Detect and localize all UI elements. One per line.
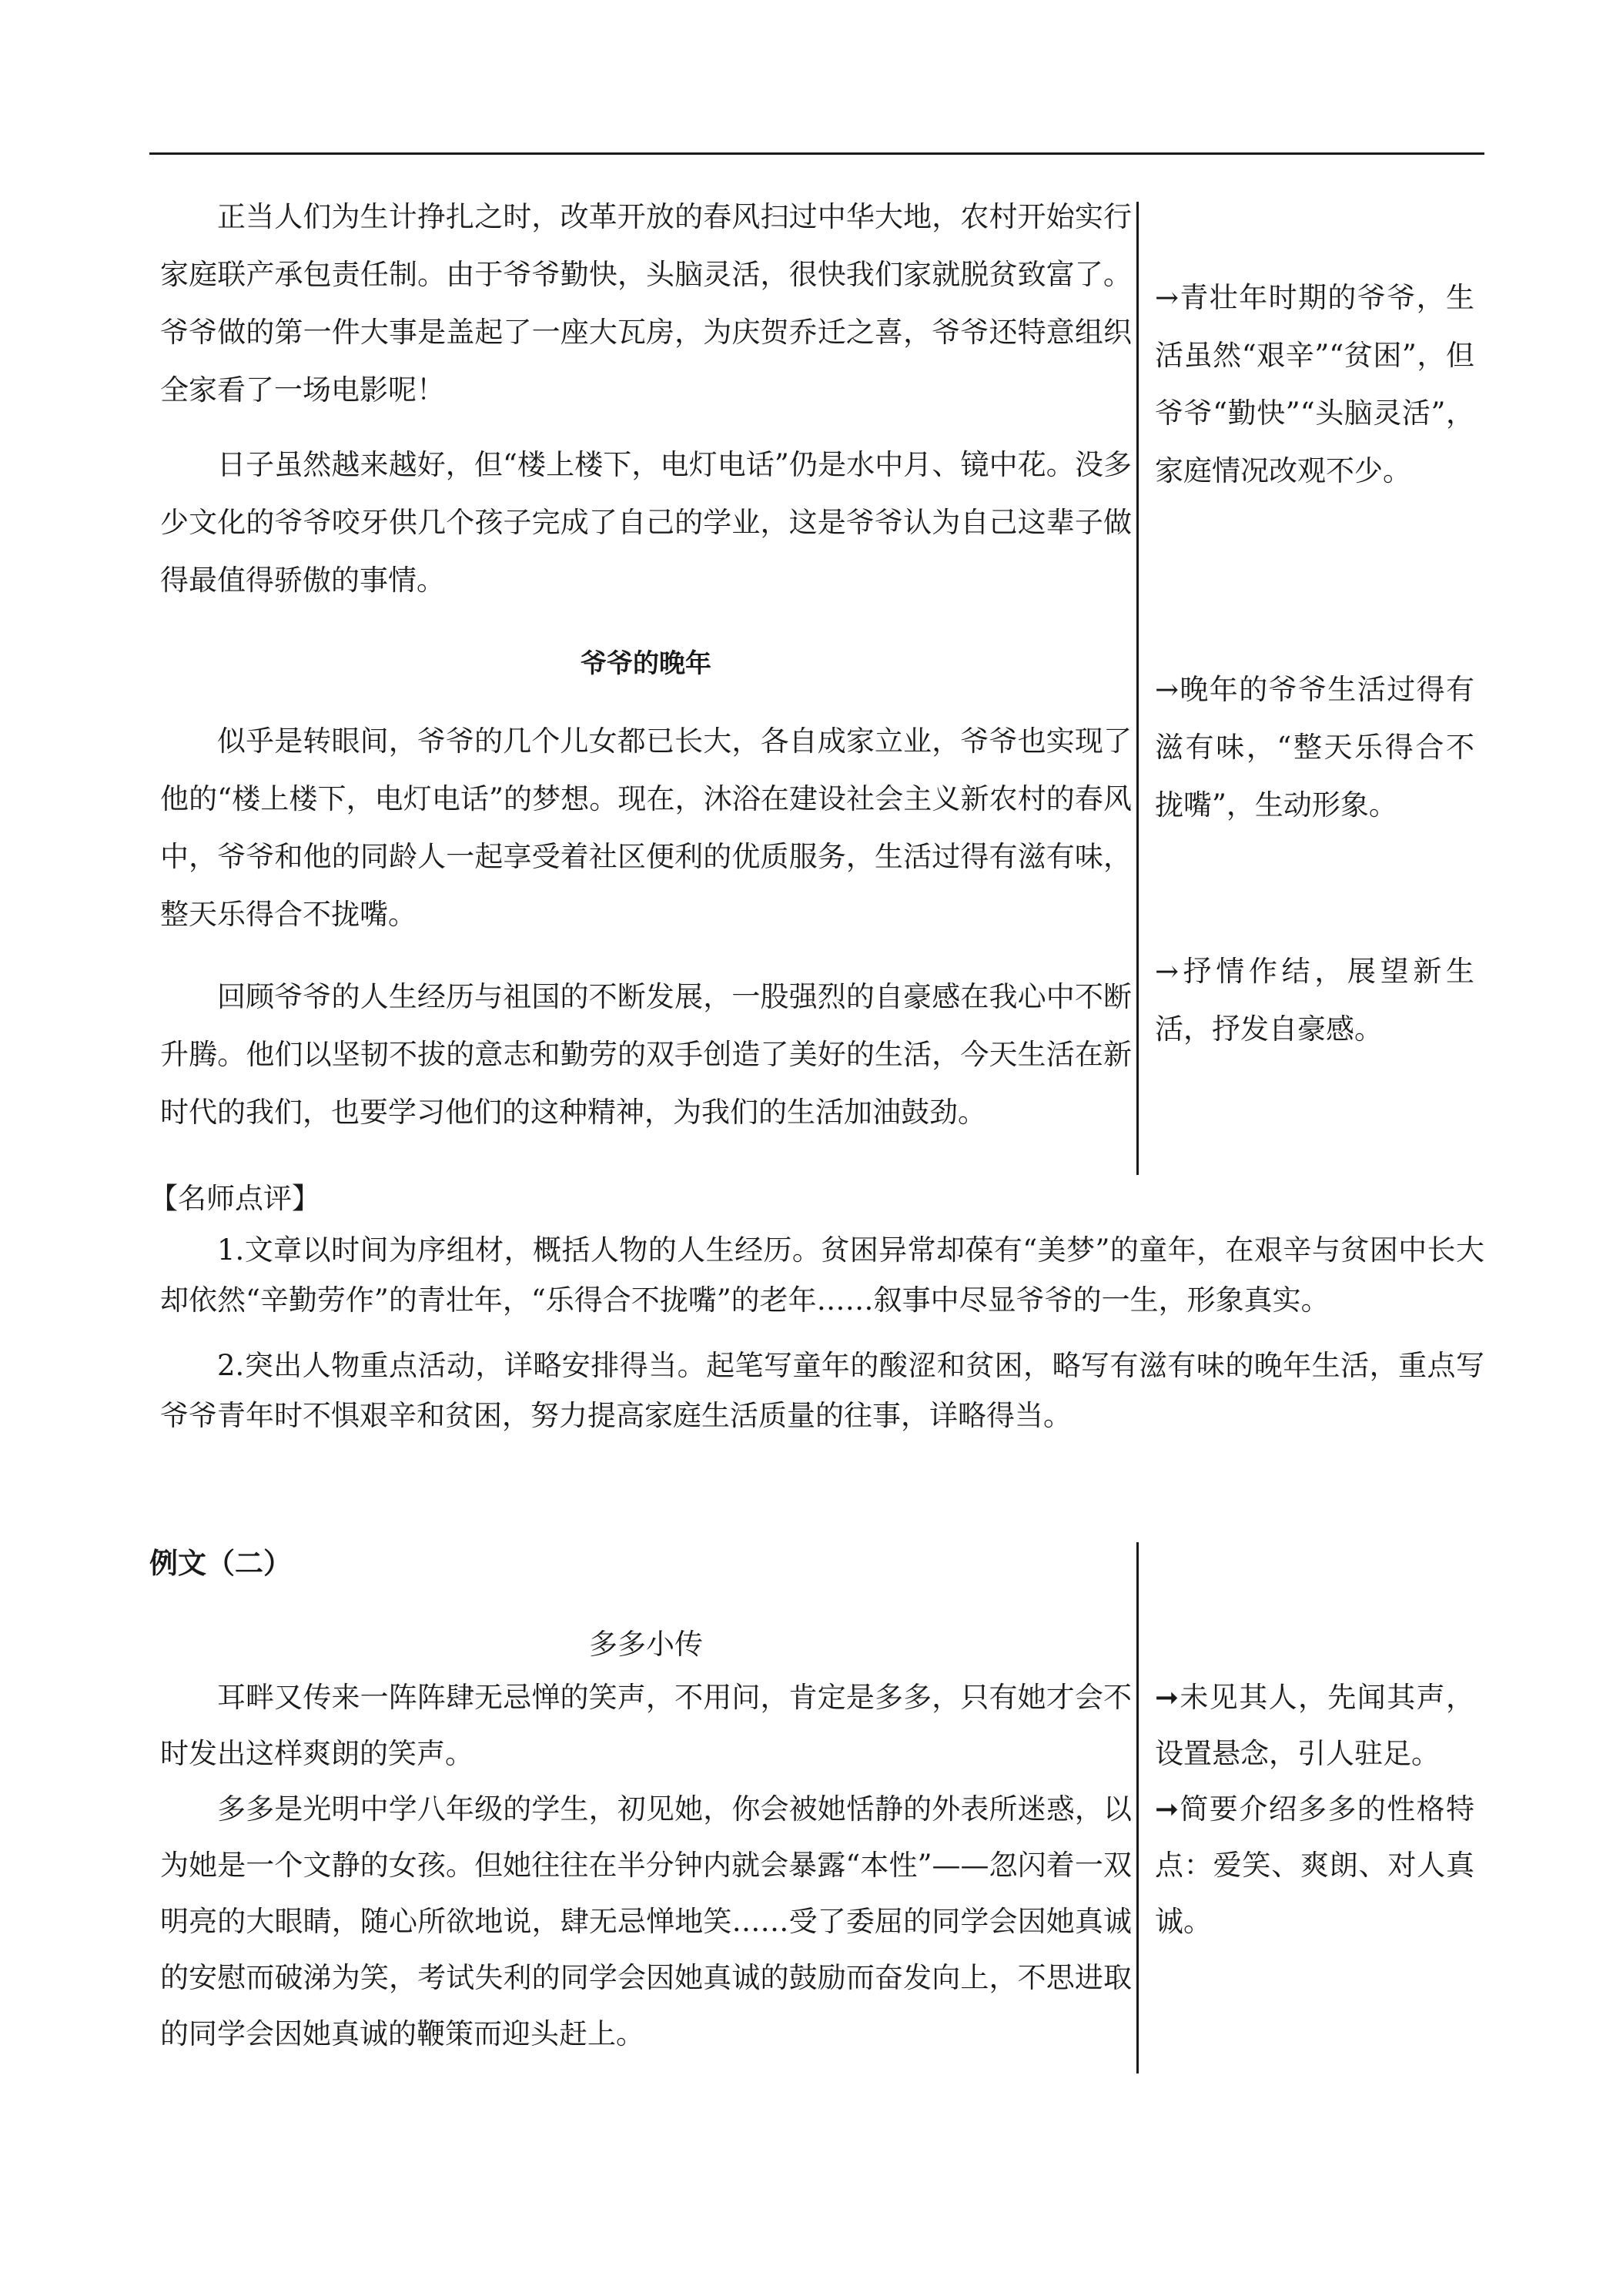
section-heading: 爷爷的晚年 bbox=[581, 648, 711, 679]
column-divider-upper bbox=[1136, 202, 1139, 1175]
article-two-note2-block bbox=[1155, 1781, 1474, 1950]
top-rule bbox=[149, 152, 1484, 155]
article-one-para1: 正当人们为生计挣扎之时，改革开放的春风扫过中华大地，农村开始实行家庭联产承包责任制。由于爷爷勤快，头脑灵活，很快我们家就脱贫致富了。爷爷做的第一件大事是盖起了一座大瓦房，为庆贺乔迁之喜，爷爷还特意组织全家看了一场电影呢！ bbox=[160, 200, 1132, 407]
article-one-note1: →青壮年时期的爷爷，生活虽然“艰辛”“贫困”，但爷爷“勤快”“头脑灵活”，家庭情况改观不少。 bbox=[1155, 281, 1474, 487]
article-one-para2-block bbox=[160, 436, 1132, 609]
article-two-para1-block bbox=[160, 1669, 1132, 1782]
article-one-note1-block bbox=[1155, 269, 1474, 500]
article-one-para2: 日子虽然越来越好，但“楼上楼下，电灯电话”仍是水中月、镜中花。没多少文化的爷爷咬牙供几个孩子完成了自己的学业，这是爷爷认为自己这辈子做得最值得骄傲的事情。 bbox=[160, 448, 1132, 597]
article-one-note2-block bbox=[1155, 661, 1474, 834]
teacher-comment-item2: 2.突出人物重点活动，详略安排得当。起笔写童年的酸涩和贫困，略写有滋有味的晚年生活，重点写爷爷青年时不惧艰辛和贫困，努力提高家庭生活质量的往事，详略得当。 bbox=[160, 1349, 1484, 1432]
article-two-note1: ➞未见其人，先闻其声，设置悬念，引人驻足。 bbox=[1155, 1681, 1474, 1770]
article-two-label-block bbox=[149, 1540, 611, 1586]
teacher-comment-item2-block bbox=[160, 1340, 1484, 1441]
section-heading-block bbox=[160, 641, 1132, 687]
teacher-comment-item1: 1.文章以时间为序组材，概括人物的人生经历。贫困异常却葆有“美梦”的童年，在艰辛与贫困中长大却依然“辛勤劳作”的青壮年，“乐得合不拢嘴”的老年……叙事中尽显爷爷的一生，形象真实。 bbox=[160, 1233, 1484, 1317]
article-two-para2-block bbox=[160, 1781, 1132, 2062]
teacher-comment-label-block bbox=[149, 1176, 1474, 1222]
article-one-para4-block bbox=[160, 968, 1132, 1141]
article-two-title-block bbox=[160, 1622, 1132, 1668]
article-two-note1-block bbox=[1155, 1669, 1474, 1782]
article-one-para4: 回顾爷爷的人生经历与祖国的不断发展，一股强烈的自豪感在我心中不断升腾。他们以坚韧不拔的意志和勤劳的双手创造了美好的生活，今天生活在新时代的我们，也要学习他们的这种精神，为我们的生活加油鼓劲。 bbox=[160, 980, 1132, 1129]
article-two-title: 多多小传 bbox=[589, 1628, 703, 1661]
article-one-note2: →晚年的爷爷生活过得有滋有味，“整天乐得合不拢嘴”，生动形象。 bbox=[1155, 673, 1474, 822]
teacher-comment-label: 【名师点评】 bbox=[149, 1182, 320, 1215]
teacher-comment-item1-block bbox=[160, 1225, 1484, 1325]
article-two-note2: ➞简要介绍多多的性格特点：爱笑、爽朗、对人真诚。 bbox=[1155, 1792, 1474, 1938]
article-two-label: 例文（二） bbox=[149, 1546, 292, 1580]
article-one-para3-block bbox=[160, 712, 1132, 943]
article-one-note3: →抒情作结，展望新生活，抒发自豪感。 bbox=[1155, 955, 1474, 1046]
article-one-para1-block bbox=[160, 188, 1132, 419]
column-divider-lower bbox=[1136, 1542, 1139, 2073]
article-one-note3-block bbox=[1155, 942, 1474, 1058]
article-one-para3: 似乎是转眼间，爷爷的几个儿女都已长大，各自成家立业，爷爷也实现了他的“楼上楼下，电灯电话”的梦想。现在，沐浴在建设社会主义新农村的春风中，爷爷和他的同龄人一起享受着社区便利的优质服务，生活过得有滋有味，整天乐得合不拢嘴。 bbox=[160, 725, 1132, 931]
article-two-para1: 耳畔又传来一阵阵肆无忌惮的笑声，不用问，肯定是多多，只有她才会不时发出这样爽朗的笑声。 bbox=[160, 1681, 1132, 1770]
article-two-para2: 多多是光明中学八年级的学生，初见她，你会被她恬静的外表所迷惑，以为她是一个文静的女孩。但她往往在半分钟内就会暴露“本性”——忽闪着一双明亮的大眼睛，随心所欲地说，肆无忌惮地笑……受了委屈的同学会因她真诚的安慰而破涕为笑，考试失利的同学会因她真诚的鼓励而奋发向上，不思进取的同学会因她真诚的鞭策而迎头赶上。 bbox=[160, 1792, 1132, 2050]
